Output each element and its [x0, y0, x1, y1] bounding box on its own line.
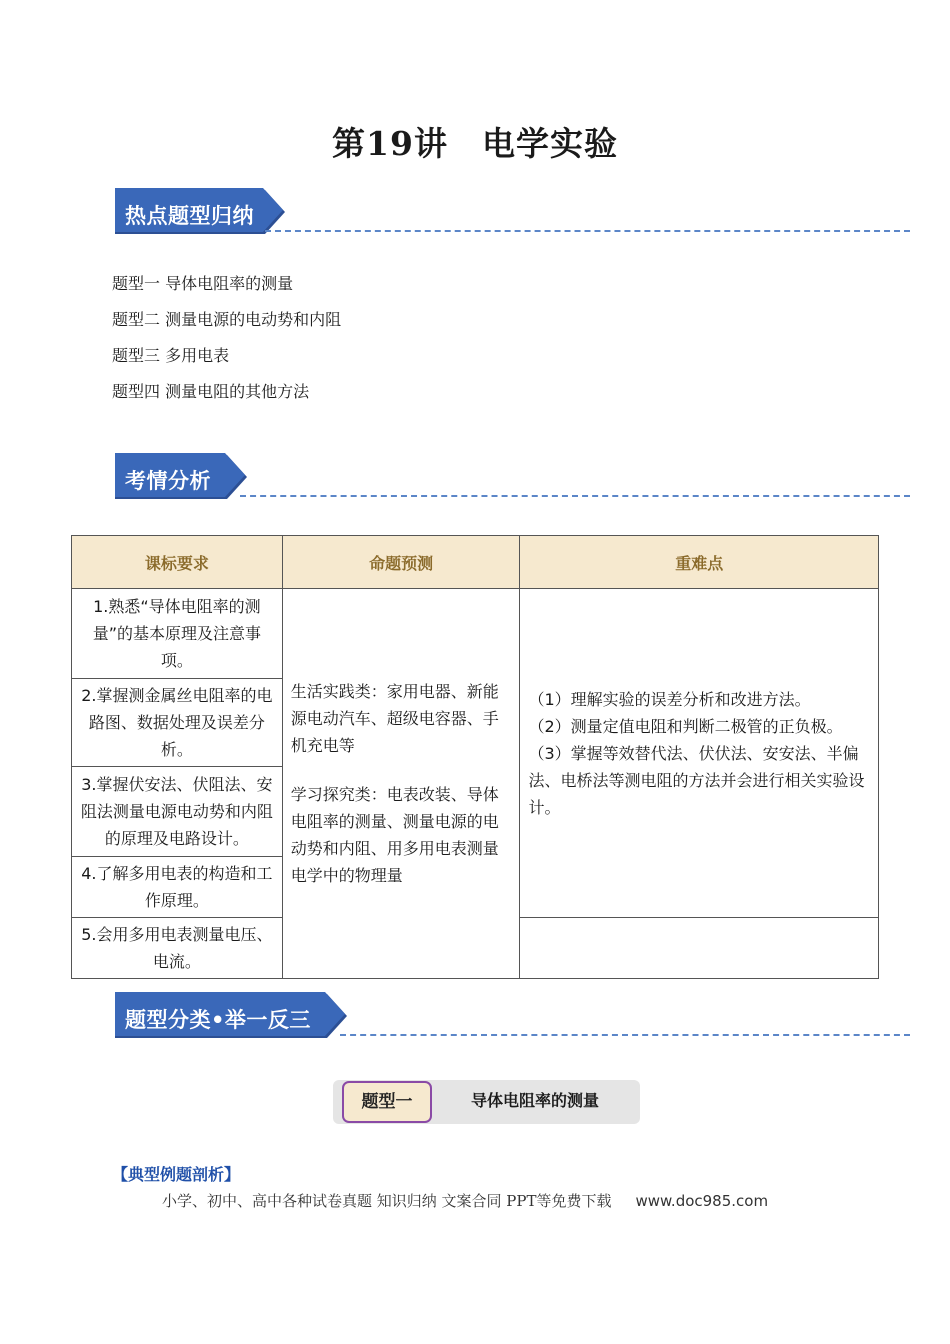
footer-url: www.doc985.com — [635, 1192, 769, 1210]
example-heading: 【典型例题剖析】 — [112, 1165, 241, 1184]
section-title-classify: 题型分类•举一反三 — [125, 1008, 311, 1032]
key-point-1: （1）理解实验的误差分析和改进方法。 — [528, 689, 811, 709]
key-point-2: （2）测量定值电阻和判断二极管的正负极。 — [528, 716, 843, 736]
requirement-2: 2.掌握测金属丝电阻率的电路图、数据处理及误差分析。 — [72, 679, 283, 767]
page-title: 第19讲 电学实验 — [332, 124, 618, 163]
section-divider — [340, 1034, 910, 1036]
prediction-study: 学习探究类：电表改装、导体电阻率的测量、测量电源的电动势和内阻、用多用电表测量电学中的物理量 — [290, 785, 499, 885]
section-header-hot — [115, 188, 910, 238]
table-header-prediction: 命题预测 — [282, 536, 520, 589]
key-point-3: （3）掌握等效替代法、伏伏法、安安法、半偏法、电桥法等测电阻的方法并会进行相关实验设计。 — [528, 743, 865, 817]
key-points-cell — [520, 589, 879, 918]
page-footer — [162, 1190, 768, 1211]
table-header-requirements: 课标要求 — [72, 536, 283, 589]
requirement-3: 3.掌握伏安法、伏阻法、安阻法测量电源电动势和内阻的原理及电路设计。 — [72, 767, 283, 857]
prediction-life: 生活实践类：家用电器、新能源电动汽车、超级电容器、手机充电等 — [290, 682, 499, 755]
type-item-4: 题型四 测量电阻的其他方法 — [112, 382, 310, 401]
question-type-tag — [333, 1080, 640, 1124]
type-item-2: 题型二 测量电源的电动势和内阻 — [112, 310, 342, 329]
analysis-table — [71, 535, 879, 979]
empty-cell — [520, 918, 879, 979]
requirement-4: 4.了解多用电表的构造和工作原理。 — [72, 857, 283, 918]
section-title-hot: 热点题型归纳 — [125, 204, 254, 228]
tag-text: 导体电阻率的测量 — [471, 1091, 600, 1110]
section-header-classify — [115, 992, 910, 1042]
section-divider — [265, 230, 910, 232]
section-divider — [240, 495, 910, 497]
type-item-3: 题型三 多用电表 — [112, 346, 230, 365]
section-title-analysis: 考情分析 — [125, 469, 211, 493]
table-header-key: 重难点 — [520, 536, 879, 589]
requirement-5: 5.会用多用电表测量电压、电流。 — [72, 918, 283, 979]
section-header-analysis — [115, 453, 910, 503]
type-item-1: 题型一 导体电阻率的测量 — [112, 274, 294, 293]
requirement-1: 1.熟悉“导体电阻率的测量”的基本原理及注意事项。 — [72, 589, 283, 679]
tag-label: 题型一 — [342, 1081, 432, 1123]
prediction-cell — [282, 589, 520, 979]
type-list — [112, 270, 341, 414]
footer-text: 小学、初中、高中各种试卷真题 知识归纳 文案合同 PPT等免费下载 — [162, 1192, 612, 1210]
